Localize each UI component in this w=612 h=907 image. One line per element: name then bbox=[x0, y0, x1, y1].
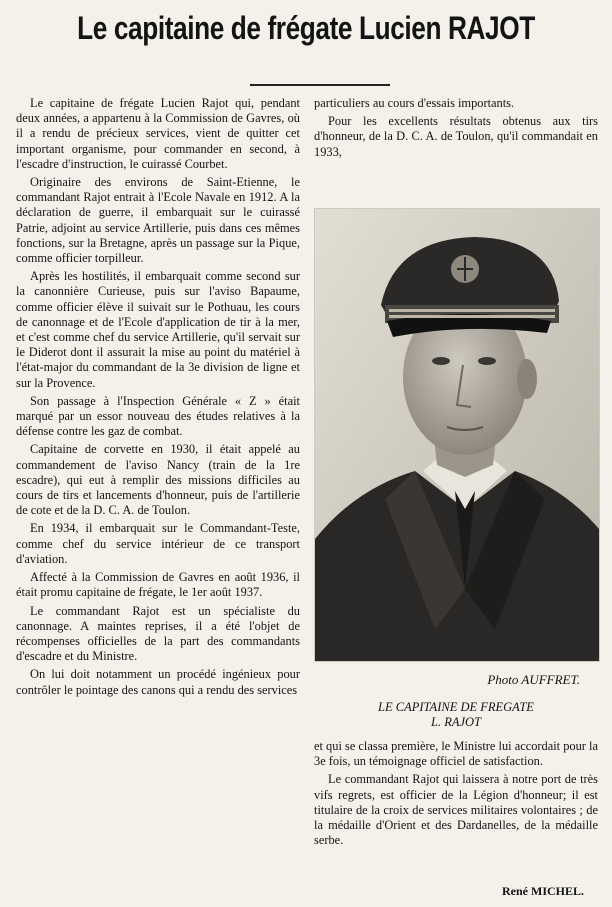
left-column bbox=[16, 96, 300, 701]
paragraph: Le capitaine de frégate Lucien Rajot qui, pendant deux années, a appartenu à la Commission de Gavres, où il a rendu de précieux services, vient de quitter cet important organisme, pour commander en second, à l'escadre d'instruction, le cuirassé Courbet. bbox=[16, 96, 300, 171]
right-column-bottom bbox=[314, 739, 598, 851]
photo-caption bbox=[314, 700, 598, 730]
caption-line: L. RAJOT bbox=[431, 715, 481, 729]
paragraph: particuliers au cours d'essais importants. bbox=[314, 96, 515, 110]
portrait-photo bbox=[314, 208, 600, 662]
paragraph: Originaire des environs de Saint-Etienne, le commandant Rajot entrait à l'Ecole Navale en 1912. A la déclaration de guerre, il embarquait sur le cuirassé Patrie, adjoint au service Artillerie, puis dans ces mêmes fonctions, sur la Bretagne, après un passage sur la Pique, comme officier torpilleur. bbox=[16, 175, 300, 266]
paragraph: Pour les excellents résultats obtenus aux tirs d'honneur, de la D. C. A. de Toulon, qu'il commandait en 1933, bbox=[314, 114, 598, 159]
caption-line: LE CAPITAINE DE FREGATE bbox=[378, 700, 534, 714]
paragraph: Affecté à la Commission de Gavres en août 1936, il était promu capitaine de frégate, le 1er août 1937. bbox=[16, 570, 300, 600]
paragraph: En 1934, il embarquait sur le Commandant-Teste, comme chef du service intérieur de ce transport d'aviation. bbox=[16, 521, 300, 566]
paragraph: Capitaine de corvette en 1930, il était appelé au commandement de l'aviso Nancy (train de la 1re escadre), qui eut à remplir des missions difficiles au cours de tirs et lancements d'honneur, puis de l'artillerie de cote et de la D. C. A. de Toulon. bbox=[16, 442, 300, 518]
paragraph: et qui se classa première, le Ministre lui accordait pour la 3e fois, un témoignage officiel de satisfaction. bbox=[314, 739, 598, 769]
article-headline: Le capitaine de frégate Lucien RAJOT bbox=[77, 10, 535, 46]
right-column-top bbox=[314, 96, 598, 163]
paragraph: On lui doit notamment un procédé ingénieux pour contrôler le pointage des canons qui a rendu des services bbox=[16, 667, 300, 697]
paragraph: Le commandant Rajot qui laissera à notre port de très vifs regrets, est officier de la Légion d'honneur; il est titulaire de la croix de services militaires volontaires ; de la médaille d'Orient et des Dardanelles, de la médaille serbe. bbox=[314, 772, 598, 848]
paragraph: Son passage à l'Inspection Générale « Z » était marqué par un essor nouveau des études relatives à la défense contre les gaz de combat. bbox=[16, 393, 300, 439]
paragraph: Après les hostilités, il embarquait comme second sur la canonnière Curieuse, puis sur l'aviso Bapaume, comme officier élève il suivait sur le Pothuau, les cours de canonnage et de l'Ecole d'application de tir à la mer, et c'est comme chef du service Artillerie, qu'il servait sur le Diderot dont il assurait la mise au point du matériel à l'état-major du commandant de la 3e division de ligne et sur la Provence. bbox=[16, 269, 300, 390]
photo-credit: Photo AUFFRET. bbox=[487, 672, 580, 687]
author-signature: René MICHEL. bbox=[502, 884, 584, 898]
paragraph: Le commandant Rajot est un spécialiste du canonnage. A maintes reprises, il a été l'objet de récompenses officielles de la part des commandants d'escadre et du Ministre. bbox=[16, 603, 300, 664]
headline-rule bbox=[250, 84, 390, 86]
